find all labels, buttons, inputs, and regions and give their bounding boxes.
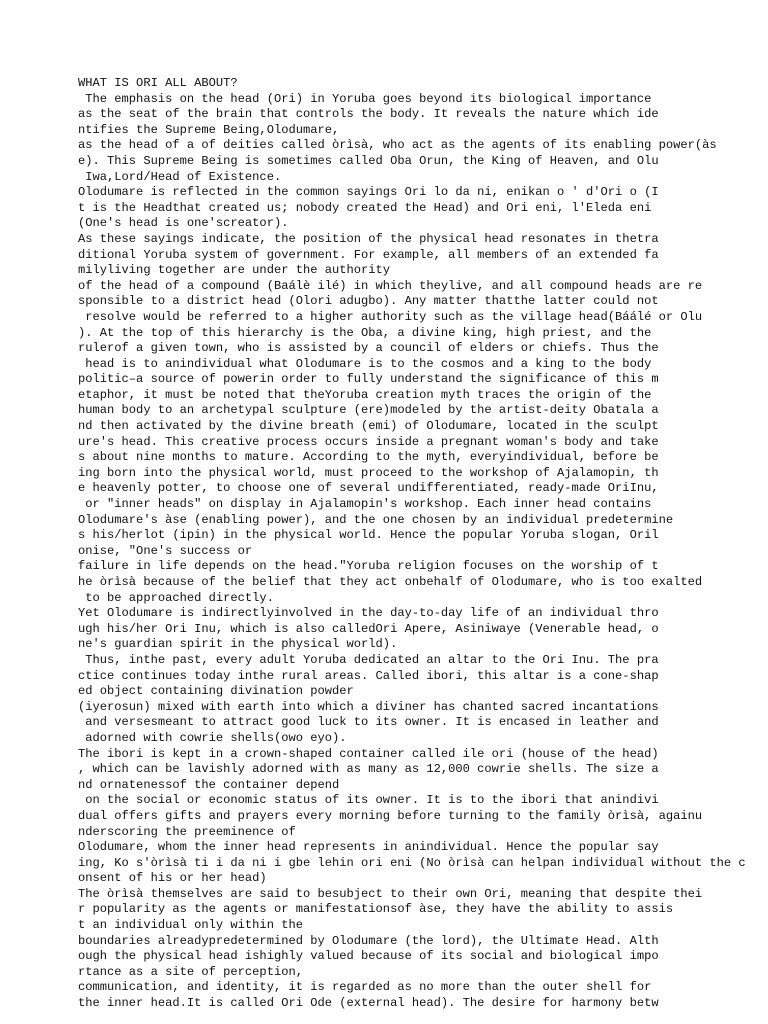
document-line: Iwa,Lord/Head of Existence. bbox=[78, 169, 282, 184]
document-line: Thus, inthe past, every adult Yoruba dedicated an altar to the Ori Inu. The pra bbox=[78, 652, 659, 667]
document-line: s his/herlot (ipin) in the physical world. Hence the popular Yoruba slogan, Oril bbox=[78, 528, 659, 543]
document-line: r popularity as the agents or manifestationsof àse, they have the ability to assis bbox=[78, 902, 674, 917]
document-line: ntifies the Supreme Being,Olodumare, bbox=[78, 122, 340, 137]
document-line: adorned with cowrie shells(owo eyo). bbox=[78, 730, 347, 745]
document-title: WHAT IS ORI ALL ABOUT? bbox=[78, 76, 238, 90]
document-line: rtance as a site of perception, bbox=[78, 964, 303, 979]
document-line: and versesmeant to attract good luck to its owner. It is encased in leather and bbox=[78, 715, 659, 730]
document-line: as the seat of the brain that controls the body. It reveals the nature which ide bbox=[78, 107, 659, 122]
document-line: e heavenly potter, to choose one of several undifferentiated, ready-made OriInu, bbox=[78, 481, 659, 496]
document-line: ctice continues today inthe rural areas. Called ibori, this altar is a cone-shap bbox=[78, 668, 659, 683]
document-line: failure in life depends on the head."Yoruba religion focuses on the worship of t bbox=[78, 559, 659, 574]
document-line: resolve would be referred to a higher authority such as the village head(Báálé or Olu bbox=[78, 309, 703, 324]
document-body bbox=[78, 76, 746, 1012]
document-line: sponsible to a district head (Olori adugbo). Any matter thatthe latter could not bbox=[78, 294, 659, 309]
document-line: as the head of a of deities called òrìsà, who act as the agents of its enabling power(às bbox=[78, 138, 717, 153]
document-line: human body to an archetypal sculpture (ere)modeled by the artist-deity Obatala a bbox=[78, 403, 659, 418]
document-line: politic–a source of powerin order to fully understand the significance of this m bbox=[78, 372, 659, 387]
document-line: ing born into the physical world, must proceed to the workshop of Ajalamopin, th bbox=[78, 465, 659, 480]
document-line: etaphor, it must be noted that theYoruba creation myth traces the origin of the bbox=[78, 387, 652, 402]
document-line: nd then activated by the divine breath (emi) of Olodumare, located in the sculpt bbox=[78, 419, 659, 434]
document-line: nd ornatenessof the container depend bbox=[78, 777, 340, 792]
document-line: t an individual only within the bbox=[78, 918, 303, 933]
document-line: he òrìsà because of the belief that they act onbehalf of Olodumare, who is too exalted bbox=[78, 575, 703, 589]
document-line: Olodumare is reflected in the common sayings Ori lo da ni, enikan o ' d'Ori o (I bbox=[78, 185, 659, 200]
document-line: head is to anindividual what Olodumare is to the cosmos and a king to the body bbox=[78, 356, 652, 371]
document-line: t is the Headthat created us; nobody created the Head) and Ori eni, l'Eleda eni bbox=[78, 200, 652, 215]
document-line: on the social or economic status of its owner. It is to the ibori that anindivi bbox=[78, 793, 659, 808]
document-line: ditional Yoruba system of government. For example, all members of an extended fa bbox=[78, 247, 659, 262]
document-line: (iyerosun) mixed with earth into which a diviner has chanted sacred incantations bbox=[78, 699, 659, 714]
document-line: ). At the top of this hierarchy is the Oba, a divine king, high priest, and the bbox=[78, 325, 652, 340]
document-line: ough the physical head ishighly valued because of its social and biological impo bbox=[78, 949, 659, 964]
document-line: ing, Ko s'òrìsà ti i da ni i gbe lehin ori eni (No òrìsà can helpan individual without the c bbox=[78, 855, 746, 870]
document-line: (One's head is one'screator). bbox=[78, 216, 289, 231]
document-line: s about nine months to mature. According to the myth, everyindividual, before be bbox=[78, 450, 659, 465]
document-line: The emphasis on the head (Ori) in Yoruba goes beyond its biological importance bbox=[78, 91, 652, 106]
document-line: dual offers gifts and prayers every morning before turning to the family òrìsà, againu bbox=[78, 808, 703, 823]
document-line: ed object containing divination powder bbox=[78, 684, 354, 699]
document-line: onise, "One's success or bbox=[78, 543, 253, 558]
document-line: of the head of a compound (Baálè ilé) in which theylive, and all compound heads are re bbox=[78, 278, 703, 293]
document-line: Olodumare, whom the inner head represents in anindividual. Hence the popular say bbox=[78, 840, 659, 855]
document-line: The òrìsà themselves are said to besubject to their own Ori, meaning that despite thei bbox=[78, 886, 703, 901]
document-line: Olodumare's àse (enabling power), and the one chosen by an individual predetermine bbox=[78, 512, 674, 527]
document-line: ugh his/her Ori Inu, which is also calledOri Apere, Asiniwaye (Venerable head, o bbox=[78, 621, 659, 636]
document-line: e). This Supreme Being is sometimes called Oba Orun, the King of Heaven, and Olu bbox=[78, 153, 659, 168]
document-line: milyliving together are under the authority bbox=[78, 263, 391, 278]
document-line: As these sayings indicate, the position of the physical head resonates in thetra bbox=[78, 231, 659, 246]
document-line: nderscoring the preeminence of bbox=[78, 824, 296, 839]
document-line: The ibori is kept in a crown-shaped container called ile ori (house of the head) bbox=[78, 746, 659, 761]
document-line: Yet Olodumare is indirectlyinvolved in the day-to-day life of an individual thro bbox=[78, 606, 659, 621]
document-line: to be approached directly. bbox=[78, 590, 274, 605]
document-line: onsent of his or her head) bbox=[78, 871, 267, 886]
document-line: rulerof a given town, who is assisted by a council of elders or chiefs. Thus the bbox=[78, 341, 659, 356]
document-line: boundaries alreadypredetermined by Olodumare (the lord), the Ultimate Head. Alth bbox=[78, 933, 659, 948]
document-line: communication, and identity, it is regarded as no more than the outer shell for bbox=[78, 980, 652, 995]
document-line: ne's guardian spirit in the physical world). bbox=[78, 637, 398, 652]
document-line: , which can be lavishly adorned with as many as 12,000 cowrie shells. The size a bbox=[78, 762, 659, 777]
document-line: or "inner heads" on display in Ajalamopin's workshop. Each inner head contains bbox=[78, 497, 652, 512]
document-line: the inner head.It is called Ori Ode (external head). The desire for harmony betw bbox=[78, 996, 659, 1011]
document-line: ure's head. This creative process occurs inside a pregnant woman's body and take bbox=[78, 434, 659, 449]
